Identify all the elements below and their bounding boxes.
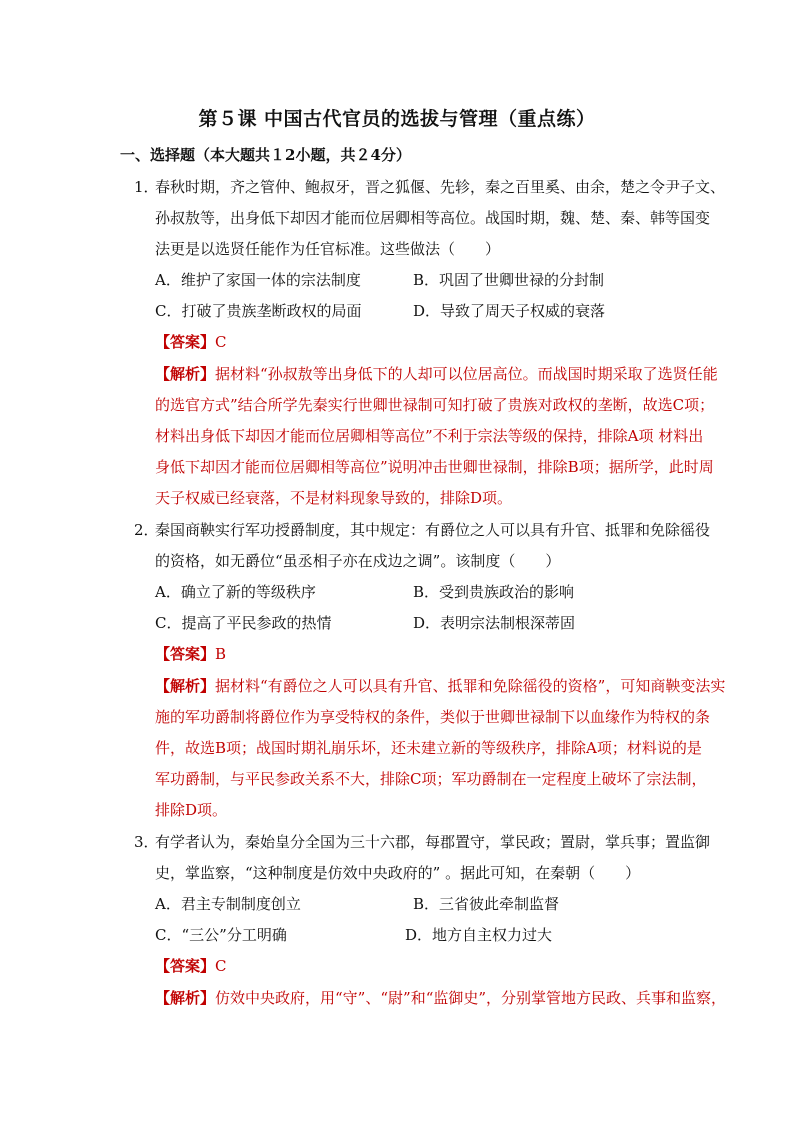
answer-tag: 【答案】 — [155, 645, 216, 663]
analysis-line — [155, 364, 718, 384]
answer-line — [155, 956, 227, 976]
question-stem-line: 孙叔敖等，出身低下却因才能而位居卿相等高位。战国时期，魏、楚、秦、韩等国变 — [155, 209, 711, 227]
analysis-text: 仿效中央政府，用“守”、“尉”和“监御史”，分别掌管地方民政、兵事和监察， — [215, 989, 727, 1007]
answer-line — [155, 332, 227, 352]
analysis-line: 排除D项。 — [155, 801, 228, 819]
analysis-tag: 【解析】 — [155, 365, 216, 383]
option-c: C．提高了平民参政的热情 — [155, 614, 332, 632]
option-a: A．维护了家国一体的宗法制度 — [155, 271, 361, 289]
analysis-text: 据材料“有爵位之人可以具有升官、抵罪和免除徭役的资格”，可知商鞅变法实 — [215, 677, 726, 695]
option-c: C．“三公”分工明确 — [155, 926, 287, 944]
question-stem-line: 有学者认为，秦始皇分全国为三十六郡，每郡置守，掌民政；置尉，掌兵事；置监御 — [155, 833, 711, 851]
option-b: B．三省彼此牵制监督 — [413, 895, 560, 913]
analysis-line: 身低下却因才能而位居卿相等高位”说明冲击世卿世禄制，排除B项；据所学，此时周 — [155, 458, 714, 476]
answer-tag: 【答案】 — [155, 957, 216, 975]
answer-value: C — [215, 333, 227, 351]
answer-tag: 【答案】 — [155, 333, 216, 351]
option-b: B．巩固了世卿世禄的分封制 — [413, 271, 605, 289]
analysis-line: 件，故选B项；战国时期礼崩乐坏，还未建立新的等级秩序，排除A项；材料说的是 — [155, 739, 702, 757]
question-number: 3． — [134, 833, 159, 851]
analysis-tag: 【解析】 — [155, 989, 216, 1007]
question-stem-line: 秦国商鞅实行军功授爵制度，其中规定：有爵位之人可以具有升官、抵罪和免除徭役 — [155, 521, 711, 539]
question-stem-line: 法更是以选贤任能作为任官标准。这些做法（ ） — [155, 240, 501, 258]
analysis-text: 据材料“孙叔敖等出身低下的人却可以位居高位。而战国时期采取了选贤任能 — [215, 365, 718, 383]
analysis-line: 的选官方式”结合所学先秦实行世卿世禄制可知打破了贵族对政权的垄断，故选C项； — [155, 396, 715, 414]
section-heading: 一、选择题（本大题共１2小题，共２4分） — [120, 146, 411, 164]
answer-value: C — [215, 957, 227, 975]
option-b: B．受到贵族政治的影响 — [413, 583, 575, 601]
question-number: 2． — [134, 521, 159, 539]
option-a: A．确立了新的等级秩序 — [155, 583, 316, 601]
analysis-tag: 【解析】 — [155, 677, 216, 695]
analysis-line: 天子权威已经衰落，不是材料现象导致的，排除D项。 — [155, 489, 513, 507]
option-a: A．君主专制制度创立 — [155, 895, 301, 913]
option-d: D．表明宗法制根深蒂固 — [413, 614, 576, 632]
page-title: 第５课 中国古代官员的选拔与管理（重点练） — [198, 108, 596, 130]
question-stem-line: 的资格，如无爵位“虽丞相子亦在戍边之调”。该制度（ ） — [155, 552, 561, 570]
analysis-line: 军功爵制，与平民参政关系不大，排除C项；军功爵制在一定程度上破坏了宗法制， — [155, 770, 707, 788]
analysis-line — [155, 676, 725, 696]
question-number: 1． — [134, 178, 159, 196]
option-d: D．地方自主权力过大 — [405, 926, 553, 944]
question-stem-line: 史，掌监察，“这种制度是仿效中央政府的” 。据此可知，在秦朝（ ） — [155, 864, 641, 882]
analysis-line: 施的军功爵制将爵位作为享受特权的条件，类似于世卿世禄制下以血缘作为特权的条 — [155, 708, 711, 726]
analysis-line: 材料出身低下却因才能而位居卿相等高位”不利于宗法等级的保持，排除A项 材料出 — [155, 427, 704, 445]
answer-line — [155, 644, 226, 664]
analysis-line — [155, 988, 726, 1008]
option-c: C．打破了贵族垄断政权的局面 — [155, 302, 362, 320]
option-d: D．导致了周天子权威的衰落 — [413, 302, 606, 320]
question-stem-line: 春秋时期，齐之管仲、鲍叔牙，晋之狐偃、先轸，秦之百里奚、由余，楚之令尹子文、 — [155, 178, 726, 196]
answer-value: B — [215, 645, 227, 663]
